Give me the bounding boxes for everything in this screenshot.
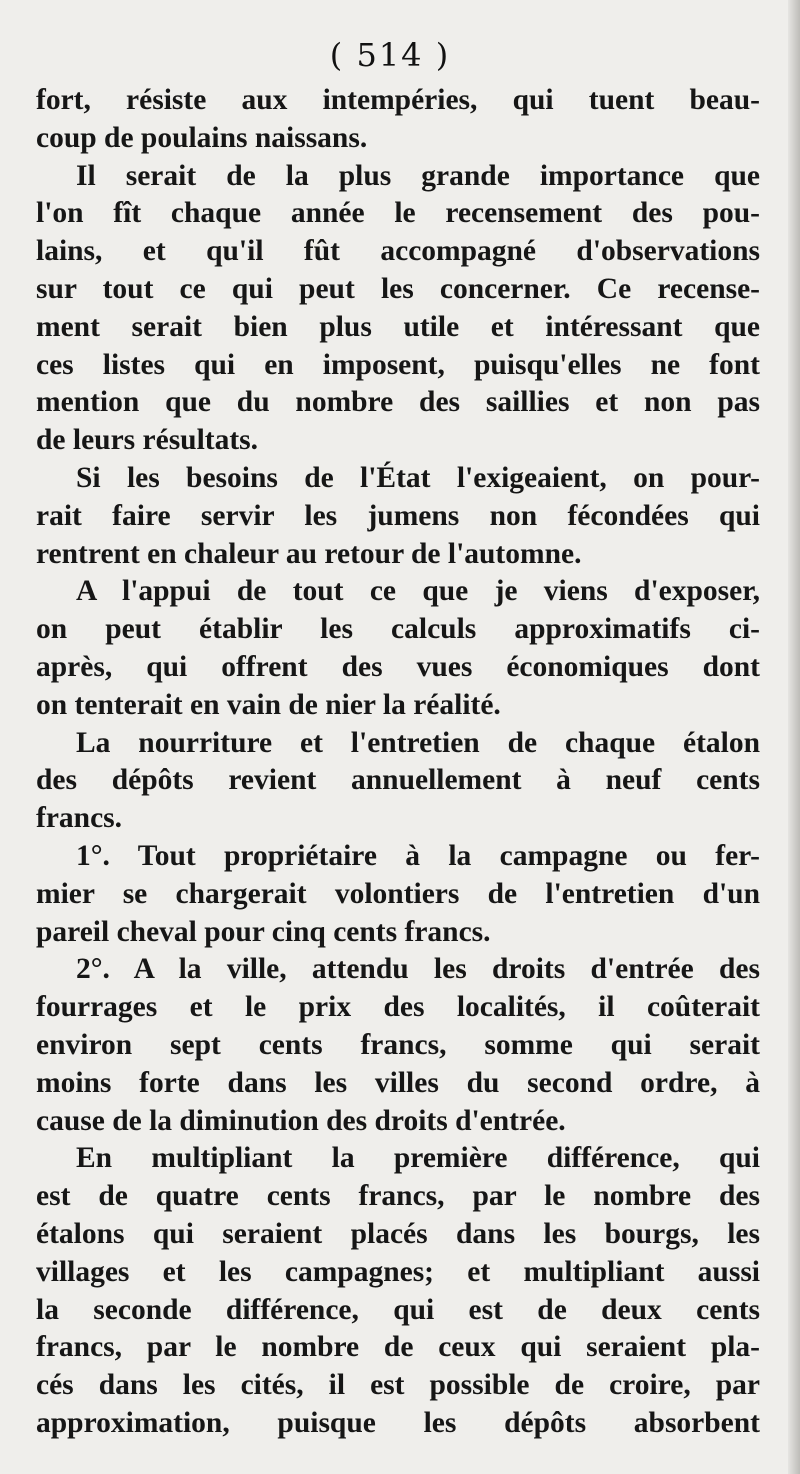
text-line: ces listes qui en imposent, puisqu'elles ne font bbox=[36, 348, 760, 381]
text-line: Si les besoins de l'État l'exigeaient, on pour- bbox=[76, 461, 760, 494]
text-line: sur tout ce qui peut les concerner. Ce recense- bbox=[36, 272, 760, 305]
text-line: lains, et qu'il fût accompagné d'observations bbox=[36, 235, 760, 268]
page-number: ( 514 ) bbox=[329, 36, 451, 74]
text-line: francs. bbox=[36, 802, 123, 835]
text-line: coup de poulains naissans. bbox=[36, 121, 368, 154]
text-line: 2°. A la ville, attendu les droits d'entrée des bbox=[76, 953, 760, 986]
text-line: environ sept cents francs, somme qui serait bbox=[36, 1028, 760, 1061]
text-line: ment serait bien plus utile et intéressant que bbox=[36, 310, 760, 343]
text-line: francs, par le nombre de ceux qui seraient pla- bbox=[36, 1331, 760, 1364]
text-line: étalons qui seraient placés dans les bourgs, les bbox=[36, 1217, 760, 1250]
text-line: on tenterait en vain de nier la réalité. bbox=[36, 688, 501, 721]
text-line: l'on fît chaque année le recensement des pou- bbox=[36, 197, 760, 230]
text-line: pareil cheval pour cinq cents francs. bbox=[36, 915, 491, 948]
text-line: rentrent en chaleur au retour de l'automne. bbox=[36, 537, 582, 570]
text-line: rait faire servir les jumens non fécondées qui bbox=[36, 499, 760, 532]
text-line: on peut établir les calculs approximatifs ci- bbox=[36, 613, 760, 646]
text-line: A l'appui de tout ce que je viens d'exposer, bbox=[76, 575, 760, 608]
text-line: En multipliant la première différence, qui bbox=[76, 1142, 760, 1175]
text-line: cause de la diminution des droits d'entrée. bbox=[36, 1104, 566, 1137]
page-edge-shadow bbox=[788, 0, 800, 1474]
text-line: est de quatre cents francs, par le nombre des bbox=[36, 1180, 760, 1213]
text-line: après, qui offrent des vues économiques dont bbox=[36, 650, 760, 683]
text-line: mention que du nombre des saillies et non pas bbox=[36, 386, 760, 419]
text-line: la seconde différence, qui est de deux cents bbox=[36, 1293, 760, 1326]
text-line: de leurs résultats. bbox=[36, 424, 259, 457]
text-line: moins forte dans les villes du second ordre, à bbox=[36, 1066, 760, 1099]
text-line: La nourriture et l'entretien de chaque étalon bbox=[76, 726, 760, 759]
text-line: approximation, puisque les dépôts absorbent bbox=[36, 1406, 760, 1439]
text-line: Il serait de la plus grande importance que bbox=[76, 159, 760, 192]
text-line: des dépôts revient annuellement à neuf cents bbox=[36, 764, 760, 797]
text-line: fourrages et le prix des localités, il coûterait bbox=[36, 991, 760, 1024]
text-line: 1°. Tout propriétaire à la campagne ou fer- bbox=[76, 839, 760, 872]
text-line: mier se chargerait volontiers de l'entretien d'un bbox=[36, 877, 760, 910]
body-text bbox=[36, 82, 760, 1443]
text-line: villages et les campagnes; et multipliant aussi bbox=[36, 1255, 760, 1288]
text-line: fort, résiste aux intempéries, qui tuent beau- bbox=[36, 84, 760, 116]
text-line: cés dans les cités, il est possible de croire, par bbox=[36, 1369, 760, 1402]
